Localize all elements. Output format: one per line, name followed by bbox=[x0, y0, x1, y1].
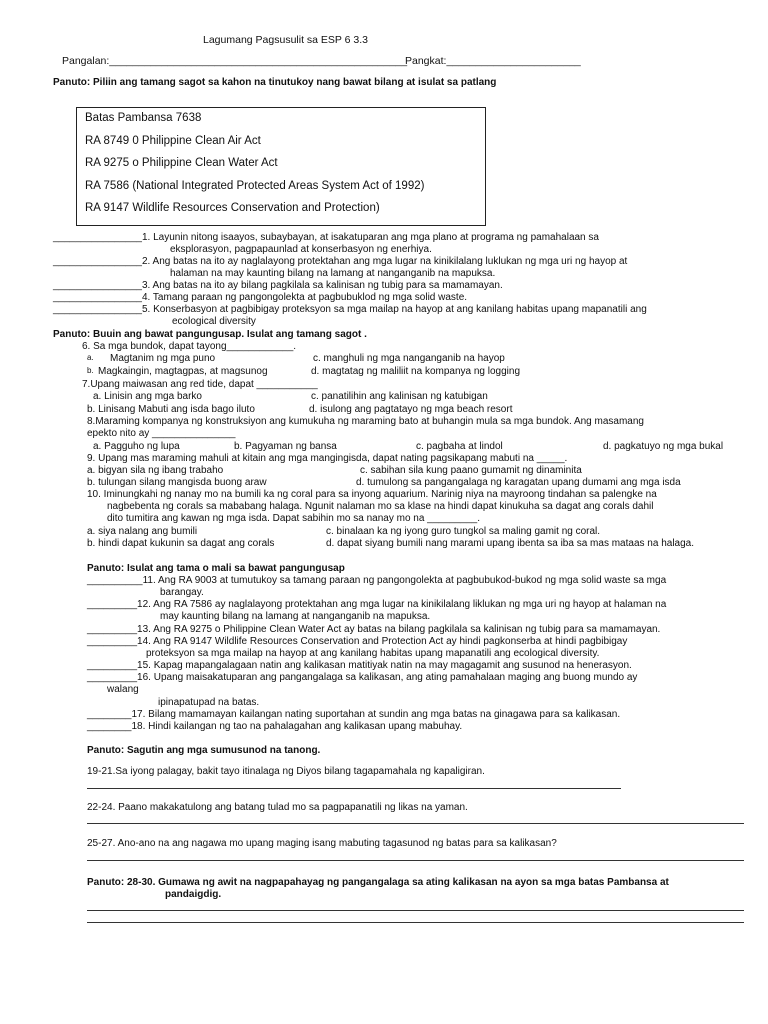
item-5: ________________5. Konserbasyon at pagbibigay proteksyon sa mga mailap na hayop at ang kanilang habitas upang mapanatili ang bbox=[53, 304, 647, 315]
item-2: ________________2. Ang batas na ito ay naglalayong protektahan ang mga lugar na kinikilalang luklukan ng mga uri ng hayop at bbox=[53, 256, 628, 267]
q6a: Magtanim ng mga puno bbox=[110, 353, 216, 364]
item-15: _________15. Kapag mapangalagaan natin ang kalikasan matitiyak natin na may magagamit ang susunod na henerasyon. bbox=[87, 660, 632, 671]
answer-line[interactable] bbox=[87, 910, 744, 911]
choices-box bbox=[76, 107, 486, 226]
choice-item: RA 7586 (National Integrated Protected Areas System Act of 1992) bbox=[85, 180, 425, 192]
q8c: c. pagbaha at lindol bbox=[416, 441, 503, 452]
choice-item: RA 9275 o Philippine Clean Water Act bbox=[85, 157, 278, 169]
q7b: b. Linisang Mabuti ang isda bago iluto bbox=[87, 404, 255, 415]
item-12: _________12. Ang RA 7586 ay naglalayong protektahan ang mga lugar na kinikilalang liklukan ng mga uri ng hayop at halaman na bbox=[87, 599, 667, 610]
q10a: a. siya nalang ang bumili bbox=[87, 526, 198, 537]
item-13: _________13. Ang RA 9275 o Philippine Clean Water Act ay batas na bilang pagkilala sa kalinisan ng tubig para sa mamamayan. bbox=[87, 624, 661, 635]
section5-instruction-cont: pandaigdig. bbox=[165, 889, 222, 900]
item-12-cont: may kaunting bilang na lamang at nanganganib na mapuksa. bbox=[160, 611, 431, 622]
q10-cont2: dito tumitira ang kawan ng mga isda. Dapat sabihin mo sa nanay mo na _________. bbox=[107, 513, 481, 524]
item-18: ________18. Hindi kailangan ng tao na pahalagahan ang kalikasan upang mabuhay. bbox=[87, 721, 463, 732]
item-5-cont: ecological diversity bbox=[172, 316, 256, 327]
item-11: __________11. Ang RA 9003 at tumutukoy sa tamang paraan ng pangongolekta at pagbubukod-bukod ng mga solid waste sa mga bbox=[87, 575, 667, 586]
q7c: c. panatilihin ang kalinisan ng katubigan bbox=[311, 391, 488, 402]
item-11-cont: barangay. bbox=[160, 587, 204, 598]
answer-line[interactable] bbox=[87, 922, 744, 923]
q6b: Magkaingin, magtagpas, at magsunog bbox=[98, 366, 268, 377]
q7d: d. isulong ang pagtatayo ng mga beach resort bbox=[309, 404, 513, 415]
worksheet-title: Lagumang Pagsusulit sa ESP 6 3.3 bbox=[203, 34, 369, 46]
q10: 10. Iminungkahi ng nanay mo na bumili ka ng coral para sa inyong aquarium. Narinig niya na mayroong tindahan sa palengke na bbox=[87, 489, 657, 500]
item-16-cont2: ipinapatupad na batas. bbox=[158, 697, 260, 708]
item-1: ________________1. Layunin nitong isaayos, subaybayan, at isakatuparan ang mga plano at programa ng pamahalaan sa bbox=[53, 232, 599, 243]
q7: 7.Upang maiwasan ang red tide, dapat ___________ bbox=[82, 379, 318, 390]
q10c: c. binalaan ka ng iyong guro tungkol sa maling gamit ng coral. bbox=[326, 526, 601, 537]
choice-item: RA 8749 0 Philippine Clean Air Act bbox=[85, 135, 261, 147]
q8b: b. Pagyaman ng bansa bbox=[234, 441, 337, 452]
q7a: a. Linisin ang mga barko bbox=[93, 391, 202, 402]
question-25-27: 25-27. Ano-ano na ang nagawa mo upang maging isang mabuting tagasunod ng batas para sa kalikasan? bbox=[87, 838, 557, 849]
q10d: d. dapat siyang bumili nang marami upang ibenta sa iba sa mas mataas na halaga. bbox=[326, 538, 695, 549]
section3-instruction: Panuto: Isulat ang tama o mali sa bawat pangungusap bbox=[87, 563, 345, 574]
q10-cont: nagbebenta ng corals sa mababang halaga. Ngunit nalaman mo sa klase na hindi dapat kinukuha sa dagat ang corals dahil bbox=[107, 501, 654, 512]
section1-instruction: Panuto: Piliin ang tamang sagot sa kahon na tinutukoy nang bawat bilang at isulat sa patlang bbox=[53, 77, 497, 88]
q9a: a. bigyan sila ng ibang trabaho bbox=[87, 465, 224, 476]
q8-cont: epekto nito ay _______________ bbox=[87, 428, 236, 439]
item-16-cont: walang bbox=[107, 684, 139, 695]
q6c: c. manghuli ng mga nanganganib na hayop bbox=[313, 353, 505, 364]
item-1-cont: eksplorasyon, pagpapaunlad at konserbasyon ng enerhiya. bbox=[170, 244, 432, 255]
choice-item: Batas Pambansa 7638 bbox=[85, 112, 202, 124]
item-17: ________17. Bilang mamamayan kailangan nating suportahan at sundin ang mga batas na ginagawa para sa kalikasan. bbox=[87, 709, 621, 720]
answer-line[interactable] bbox=[87, 788, 621, 789]
q8a: a. Pagguho ng lupa bbox=[93, 441, 180, 452]
item-2-cont: halaman na may kaunting bilang na lamang at nanganganib na mapuksa. bbox=[170, 268, 496, 279]
q6d: d. magtatag ng maliliit na kompanya ng logging bbox=[311, 366, 521, 377]
answer-line[interactable] bbox=[87, 860, 744, 861]
item-14: _________14. Ang RA 9147 Wildlife Resources Conservation and Protection Act ay hindi pagkonserba at hindi pagbibigay bbox=[87, 636, 628, 647]
q6: 6. Sa mga bundok, dapat tayong____________. bbox=[82, 341, 297, 352]
section4-instruction: Panuto: Sagutin ang mga sumusunod na tanong. bbox=[87, 745, 321, 756]
item-4: ________________4. Tamang paraan ng pangongolekta at pagbubuklod ng mga solid waste. bbox=[53, 292, 468, 303]
question-19-21: 19-21.Sa iyong palagay, bakit tayo itinalaga ng Diyos bilang tagapamahala ng kapaligiran. bbox=[87, 766, 485, 777]
q10b: b. hindi dapat kukunin sa dagat ang corals bbox=[87, 538, 275, 549]
q8d: d. pagkatuyo ng mga bukal bbox=[603, 441, 724, 452]
group-field[interactable]: Pangkat:_______________________ bbox=[405, 55, 581, 67]
q9: 9. Upang mas maraming mahuli at kitain ang mga mangingisda, dapat nating pagsikapang mabuti na _____. bbox=[87, 453, 568, 464]
q9d: d. tumulong sa pangangalaga ng karagatan upang dumami ang mga isda bbox=[356, 477, 681, 488]
q9b: b. tulungan silang mangisda buong araw bbox=[87, 477, 267, 488]
name-field[interactable]: Pangalan:___________________________________________________ bbox=[62, 55, 408, 67]
answer-line[interactable] bbox=[87, 823, 744, 824]
item-14-cont: proteksyon sa mga mailap na hayop at ang kanilang habitas upang mapanatili ang ecological diversity. bbox=[146, 648, 600, 659]
q9c: c. sabihan sila kung paano gumamit ng dinaminita bbox=[360, 465, 582, 476]
q6a-letter: a. bbox=[87, 353, 94, 362]
item-16: _________16. Upang maisakatuparan ang pangangalaga sa kalikasan, ang ating pamahalaan maging ang buong mundo ay bbox=[87, 672, 638, 683]
question-22-24: 22-24. Paano makakatulong ang batang tulad mo sa pagpapanatili ng likas na yaman. bbox=[87, 802, 468, 813]
section2-instruction: Panuto: Buuin ang bawat pangungusap. Isulat ang tamang sagot . bbox=[53, 329, 367, 340]
section5-instruction: Panuto: 28-30. Gumawa ng awit na nagpapahayag ng pangangalaga sa ating kalikasan na ayon sa mga batas Pambansa at bbox=[87, 877, 669, 888]
q6b-letter: b. bbox=[87, 366, 94, 375]
choice-item: RA 9147 Wildlife Resources Conservation and Protection) bbox=[85, 202, 380, 214]
q8: 8.Maraming kompanya ng konstruksiyon ang kumukuha ng maraming bato at buhangin mula sa mga bundok. Ang masamang bbox=[87, 416, 644, 427]
item-3: ________________3. Ang batas na ito ay bilang pagkilala sa kalinisan ng tubig para sa mamamayan. bbox=[53, 280, 503, 291]
